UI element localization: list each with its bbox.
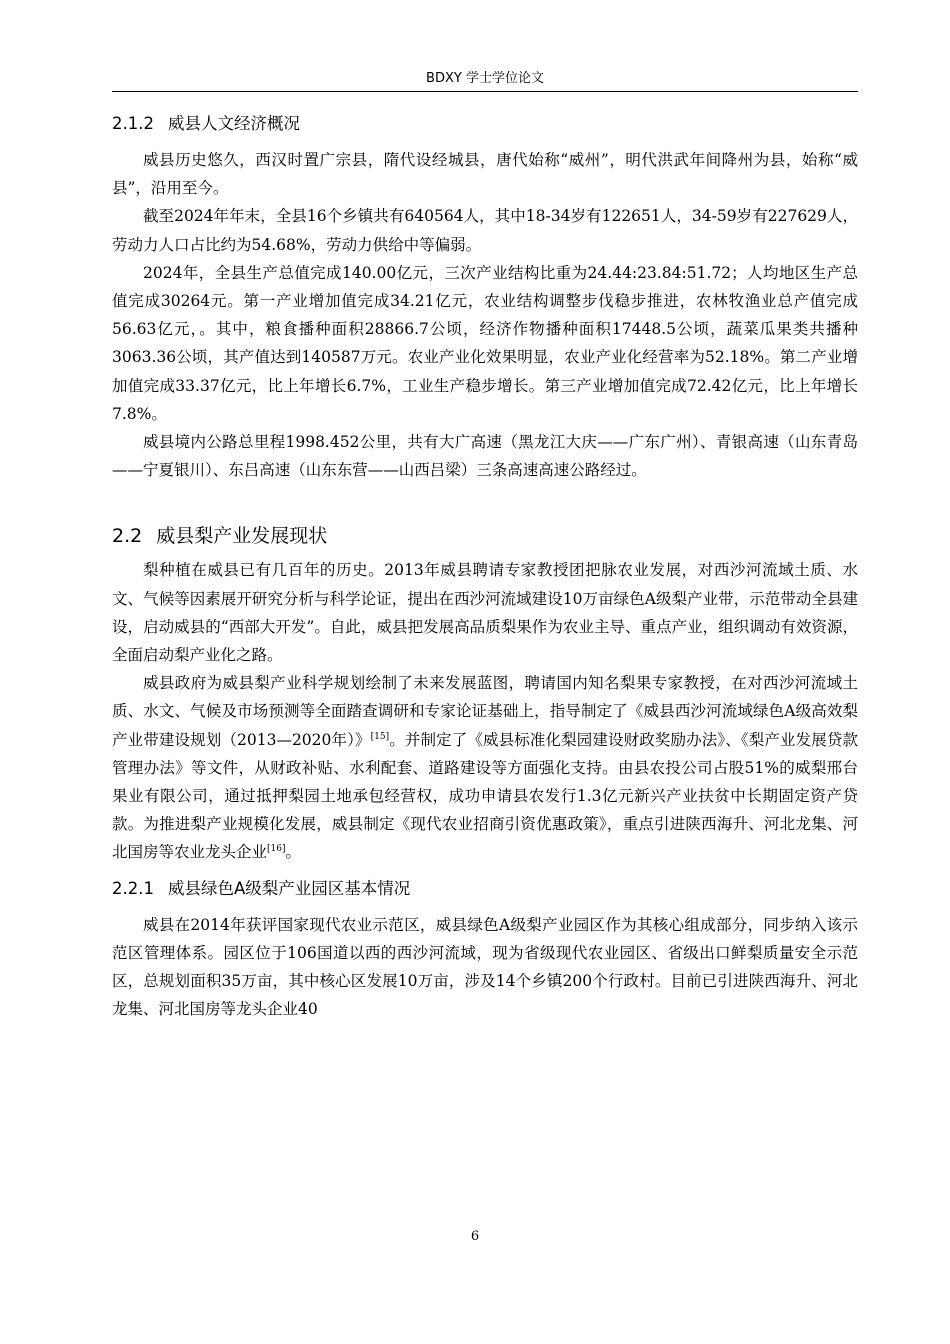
header-title: BDXY 学士学位论文 [426, 71, 544, 86]
page-footer [0, 1229, 950, 1244]
section-title: 威县人文经济概况 [167, 114, 300, 133]
page-header [112, 69, 858, 92]
paragraph-text: 。并制定了《威县标准化梨园建设财政奖励办法》、《梨产业发展贷款管理办法》等文件，从财政补贴、水利配套、道路建设等方面强化支持。由县农投公司占股51%的威梨邢台果业有限公司，通过抵押梨园土地承包经营权，成功申请县农发行1.3亿元新兴产业扶贫中长期固定资产贷款。为推进梨产业规模化发展，威县制定《现代农业招商引资优惠政策》，重点引进陕西海升、河北龙集、河北国房等农业龙头企业 [112, 730, 858, 862]
paragraph: 截至2024年年末，全县16个乡镇共有640564人，其中18-34岁有122651人，34-59岁有227629人，劳动力人口占比约为54.68%，劳动力供给中等偏弱。 [112, 207, 858, 254]
section-title: 威县梨产业发展现状 [156, 525, 328, 548]
section-heading-2-1-2 [112, 112, 858, 142]
page-number: 6 [470, 1229, 480, 1244]
citation-ref: [15] [370, 731, 390, 742]
paragraph [112, 669, 858, 866]
paragraph: 2024年，全县生产总值完成140.00亿元，三次产业结构比重为24.44:23.84:51.72；人均地区生产总值完成30264元。第一产业增加值完成34.21亿元，农业结构调整步伐稳步推进，农林牧渔业总产值完成56.63亿元，。其中，粮食播种面积28866.7公顷，经济作物播种面积17448.5公顷，蔬菜瓜果类共播种3063.36公顷，其产值达到140587万元。农业产业化效果明显，农业产业化经营率为52.18%。第二产业增加值完成33.37亿元，比上年增长6.7%，工业生产稳步增长。第三产业增加值完成72.42亿元，比上年增长7.8%。 [112, 263, 858, 423]
section-number: 2.2.1 [112, 878, 154, 898]
citation-ref: [16] [267, 844, 286, 855]
section-number: 2.2 [112, 525, 143, 548]
section-number: 2.1.2 [112, 114, 154, 133]
paragraph: 梨种植在威县已有几百年的历史。2013年威县聘请专家教授团把脉农业发展，对西沙河流域土质、水文、气候等因素展开研究分析与科学论证，提出在西沙河流域建设10万亩绿色A级梨产业带，示范带动全县建设，启动威县的“西部大开发”。自此，威县把发展高品质梨果作为农业主导、重点产业，组织调动有效资源，全面启动梨产业化之路。 [112, 561, 858, 665]
document-body [112, 112, 858, 1023]
section-heading-2-2-1 [112, 877, 858, 907]
paragraph: 威县在2014年获评国家现代农业示范区，威县绿色A级梨产业园区作为其核心组成部分，同步纳入该示范区管理体系。园区位于106国道以西的西沙河流域，现为省级现代农业园区、省级出口鲜梨质量安全示范区，总规划面积35万亩，其中核心区发展10万亩，涉及14个乡镇200个行政村。目前已引进陕西海升、河北龙集、河北国房等龙头企业40 [112, 915, 858, 1019]
paragraph-text: 威县政府为威县梨产业科学规划绘制了未来发展蓝图，聘请国内知名梨果专家教授，在对西沙河流域土质、水文、气候及市场预测等全面踏查调研和专家论证基础上，指导制定了《威县西沙河流域绿色A级高效梨产业带建设规划（2013—2020年）》 [112, 674, 858, 749]
paragraph: 威县历史悠久，西汉时置广宗县，隋代设经城县，唐代始称“威州”，明代洪武年间降州为县，始称“威县”，沿用至今。 [112, 151, 858, 198]
paragraph-text: 。 [285, 843, 302, 862]
section-heading-2-2 [112, 522, 858, 556]
paragraph: 威县境内公路总里程1998.452公里，共有大广高速（黑龙江大庆——广东广州）、青银高速（山东青岛——宁夏银川）、东吕高速（山东东营——山西吕梁）三条高速高速公路经过。 [112, 433, 858, 480]
section-title: 威县绿色A级梨产业园区基本情况 [167, 878, 411, 898]
